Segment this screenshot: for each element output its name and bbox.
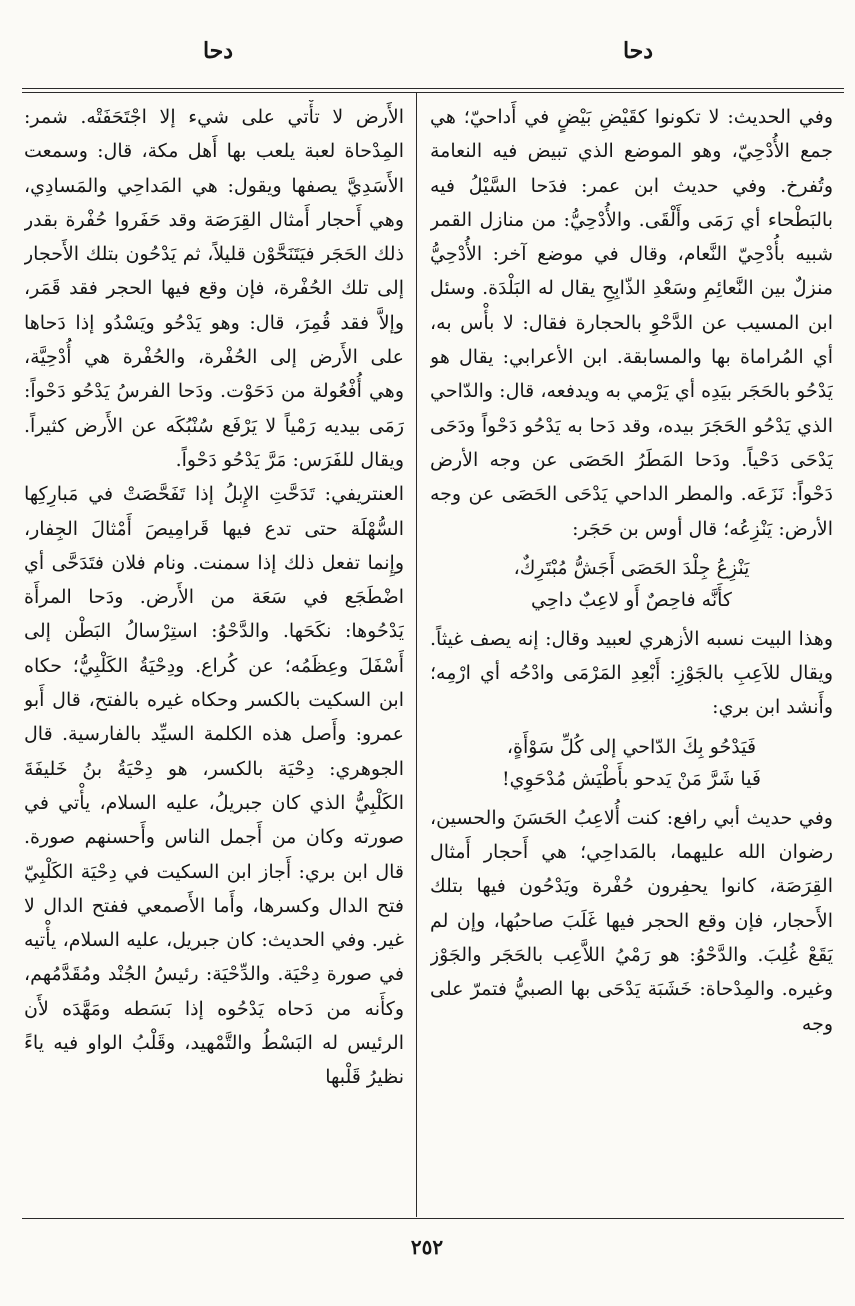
header-right-word: دحا	[622, 38, 654, 64]
left-paragraph-2: العنتريفي: تَدَحَّتِ الإِبلُ إذا تَفَحَّصَتْ في مَبارِكِها السُّهْلَة حتى تدع فيها قَرامِيصَ أَمْثالَ الجِفار، وإِنما تفعل ذلك إذا سمنت. ونام فلان فتَدَحَّى أي اضْطَجَع في سَعَة من الأَرض. ودَحا المرأَة يَدْحُوها: نكَحَها. والدَّحْوُ: استِرْسالُ البَطْن إلى أَسْفَلَ وعِظَمُه؛ عن كُراع. ودِحْيَةُ الكَلْبِيُّ؛ حكاه ابن السكيت بالكسر وحكاه غيره بالفتح، قال أَبو عمرو: وأَصل هذه الكلمة السيِّد بالفارسية. قال الجوهري: دِحْيَة بالكسر، هو دِحْيَةُ بنُ خَليفَةَ الكَلْبِيُّ الذي كان جبريلُ، عليه السلام، يأْتي في صورته وكان من أَجمل الناس وأَحسنهم صورة. قال ابن بري: أَجاز ابن السكيت في دِحْيَة الكَلْبِيّ فتح الدال وكسرها، وأَما الأَصمعي ففتح الدال لا غير. وفي الحديث: كان جبريل، عليه السلام، يأْتيه في صورة دِحْيَة. والدِّحْيَة: رئيسُ الجُنْد ومُقَدَّمُهم، وكأَنه من دَحاه يَدْحُوه إذا بَسَطه ومَهَّدَه لأَن الرئيس له البَسْطُ والتَّمْهيد، وقَلْبُ الواو فيه ياءً نظيرُ قَلْبها	[24, 483, 404, 1089]
verse-1-line-1: يَنْزِعُ جِلْدَ الحَصَى أَجَشُّ مُبْتَرِكٌ،	[513, 556, 750, 579]
left-column	[24, 100, 404, 1210]
right-paragraph-1: وفي الحديث: لا تكونوا كقَيْضِ بَيْضٍ في أَداحيّ؛ هي جمع الأُدْحِيّ، وهو الموضع الذي تبيض فيه النعامة وتُفرخ. وفي حديث ابن عمر: فدَحا السَّيْلُ فيه بالبَطْحاء أي رَمَى وأَلْقَى. والأُدْحِيُّ: من منازل القمر شبيه بأُدْحِيّ النَّعام، وقال في موضع آخر: الأُدْحِيُّ منزلٌ بين النَّعائِمِ وسَعْدِ الذّابِحِ يقال له البَلْدَة. وسئل ابن المسيب عن الدَّحْوِ بالحجارة فقال: لا بأْس به، أي المُراماة بها والمسابقة. ابن الأعرابي: يقال هو يَدْحُو بالحَجَر بيَدِه أي يَرْمي به ويدفعه، قال: والدّاحي الذي يَدْحُو الحَجَرَ بيده، وقد دَحا به يَدْحُو دَحْواً ودَحَى يَدْحَى دَحْياً. ودَحا المَطَرُ الحَصَى عن وجه الأرض دَحْواً: نَزَعَه. والمطر الداحي يَدْحَى الحَصَى عن وجه الأرض: يَنْزِعُه؛ قال أوس بن حَجَر:	[430, 106, 833, 540]
verse-2-line-1: فَيَدْحُو بِكَ الدّاحي إلى كُلِّ سَوْأَةٍ،	[506, 735, 757, 758]
verse-2-line-2: فَيا شَرَّ مَنْ يَدحو بأَطْيَش مُدْحَوِي!	[501, 767, 762, 790]
right-paragraph-2: وهذا البيت نسبه الأزهري لعبيد وقال: إنه يصف غيثاً. ويقال للاَعِبِ بالجَوْزِ: أَبْعِدِ المَرْمَى وادْحُه أي ارْمِه؛ وأَنشد ابن بري:	[430, 627, 833, 719]
verse-2	[430, 731, 833, 795]
page-number: ٢٥٢	[410, 1235, 444, 1259]
verse-1-line-2: كأَنَّه فاحِصٌ أَو لاعِبٌ داحِي	[531, 588, 732, 611]
right-paragraph-3: وفي حديث أبي رافع: كنت أُلاعِبُ الحَسَنَ والحسين، رضوان الله عليهما، بالمَداحِي؛ هي أَحجار أَمثال القِرَصَة، كانوا يحفِرون حُفْرة ويَدْحُون فيها بتلك الأَحجار، فإن وقع الحجر فيها غَلَبَ صاحبُها، وإن لم يَقَعْ غُلِبَ. والدَّحْوُ: هو رَمْيُ اللاَّعِب بالحَجَر والجَوْز وغيره. والمِدْحاة: خَشَبَة يَدْحَى بها الصبيُّ فتمرّ على وجه	[430, 806, 833, 1035]
left-paragraph-1: الأَرض لا تأْتي على شيء إلا اجْتَحَفَتْه. شمر: المِدْحاة لعبة يلعب بها أَهل مكة، قال: وسمعت الأَسَدِيَّ يصفها ويقول: هي المَداحِي والمَسادِي، وهي أَحجار أَمثال القِرَصَة وقد حَفَروا حُفْرة بقدر ذلك الحَجَر فيَتَنَحَّوْن قليلاً، ثم يَدْحُون بتلك الأَحجار إلى تلك الحُفْرة، فإن وقع فيها الحجر فقد قَمَر، وإلاَّ فقد قُمِرَ، قال: وهو يَدْحُو ويَسْدُو إذا دَحاها على الأَرض إلى الحُفْرة، والحُفْرة هي أُدْحِيَّة، وهي أُفْعُولة من دَحَوْت. ودَحا الفرسُ يَدْحُو دَحْواً: رَمَى بيديه رَمْياً لا يَرْفَع سُنْبُكَه عن الأَرض كثيراً. ويقال للفَرَس: مَرَّ يَدْحُو دَحْواً.	[24, 106, 404, 471]
column-divider	[416, 92, 417, 1217]
verse-1	[430, 552, 833, 616]
bottom-rule	[22, 1218, 844, 1219]
right-column	[430, 100, 833, 1210]
top-rule-inner	[22, 92, 844, 93]
header-left-word: دحا	[202, 38, 234, 64]
top-rule	[22, 88, 844, 89]
